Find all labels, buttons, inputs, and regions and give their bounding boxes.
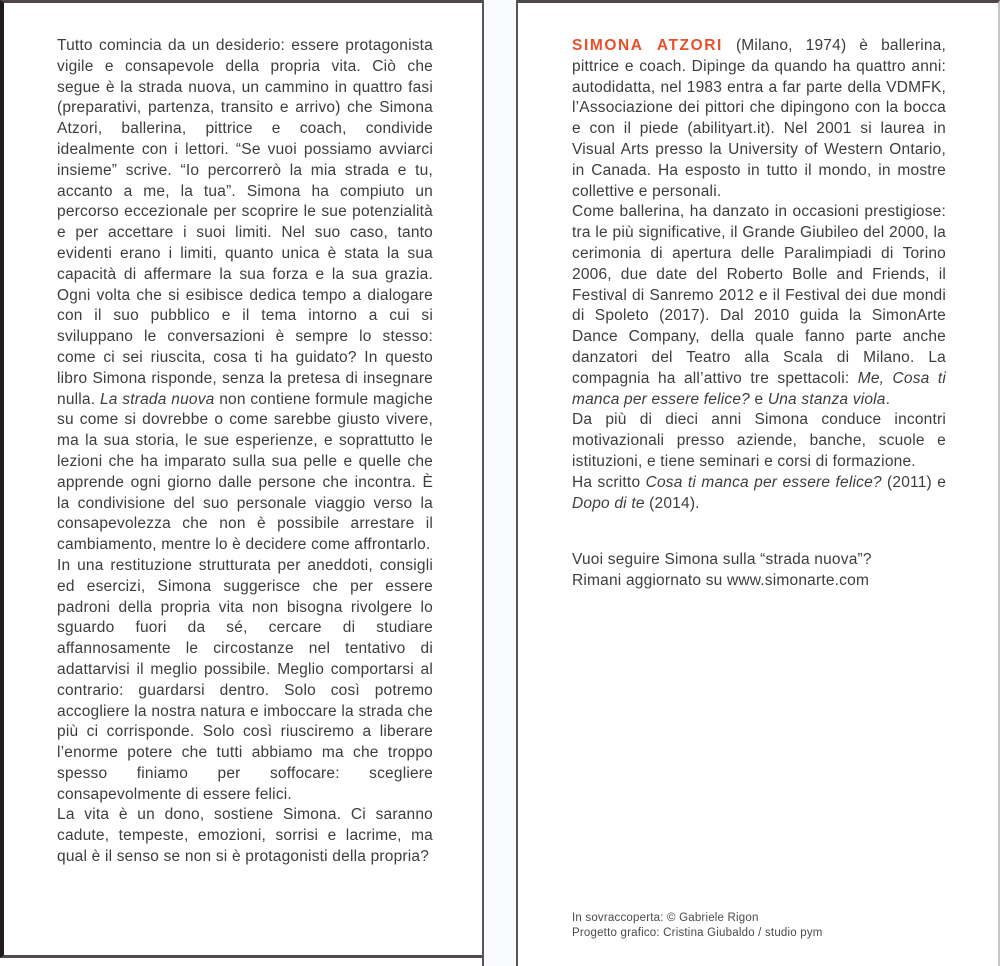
paragraph — [572, 36, 946, 202]
body-text: La vita è un dono, sostiene Simona. Ci saranno cadute, tempeste, emozioni, sorrisi e lacrime, ma qual è il senso se non si è protagonisti della propria? — [57, 806, 433, 866]
author-bio-paragraphs — [572, 36, 946, 514]
body-text: (2014). — [644, 494, 700, 512]
book-title-italic: Cosa ti manca per essere felice? — [645, 473, 882, 491]
body-text: Tutto comincia da un desiderio: essere protagonista vigile e consapevole della propria vita. Ciò che segue è la strada nuova, un cammino in quattro fasi (preparativi, partenza, transito e arrivo) che Simona Atzori, ballerina, pittrice e coach, condivide idealmente con i lettori. “Se vuoi possiamo avviarci insieme” scrive. “Io percorrerò la mia strada e tu, accanto a me, la tua”. Simona ha compiuto un percorso eccezionale per scoprire le sue potenzialità e per accettare i suoi limiti. Nel suo caso, tanto evidenti erano i limiti, quanto unica è stata la sua capacità di affermare la sua forza e la sua grazia. Ogni volta che si esibisce dedica tempo a dialogare con il suo pubblico e il tema intorno a cui si sviluppano le conversazioni è sempre lo stesso: come ci sei riuscita, cosa ti ha guidato? In questo libro Simona risponde, senza la pretesa di insegnare nulla. — [57, 37, 433, 408]
body-text: . — [885, 390, 891, 408]
body-text: Come ballerina, ha danzato in occasioni prestigiose: tra le più significative, il Grande Giubileo del 2000, la cerimonia di apertura delle Paralimpiadi di Torino 2006, due date del Roberto Bolle and Friends, il Festival di Sanremo 2012 e il Festival dei due mondi di Spoleto (2017). Dal 2010 guida la SimonArte Dance Company, della quale fanno parte anche danzatori del Teatro alla Scala di Milano. La compagnia ha all’attivo tre spettacoli: — [572, 203, 946, 387]
colophon — [572, 911, 823, 941]
left-flap-page — [0, 0, 482, 958]
body-text: e — [749, 390, 768, 408]
book-title-italic: Dopo di te — [572, 494, 645, 512]
follow-cta — [572, 550, 946, 592]
body-text: Da più di dieci anni Simona conduce incontri motivazionali presso aziende, banche, scuole e istituzioni, e tiene seminari e corsi di formazione. — [572, 411, 946, 470]
colophon-design-credit: Progetto grafico: Cristina Giubaldo / studio pym — [572, 927, 823, 939]
body-text: (Milano, 1974) è ballerina, pittrice e coach. Dipinge da quando ha quattro anni: autodidatta, nel 1983 entra a far parte della VDMFK, l’Associazione dei pittori che dipingono con la bocca e con il piede (abilityart.it). Nel 2001 si laurea in Visual Arts presso la University of Western Ontario, in Canada. Ha esposto in tutto il mondo, in mostre collettive e personali. — [572, 37, 946, 200]
follow-cta-line2: Rimani aggiornato su www.simonarte.com — [572, 572, 870, 590]
body-text: (2011) e — [881, 473, 947, 491]
paragraph — [572, 473, 946, 515]
paragraph — [57, 36, 433, 556]
book-title-italic: Una stanza viola — [767, 390, 886, 408]
right-flap-page — [518, 0, 1000, 966]
colophon-cover-credit: In sovraccoperta: © Gabriele Rigon — [572, 912, 759, 924]
left-flap-text — [57, 36, 433, 868]
body-text: Ha scritto — [572, 473, 646, 491]
author-bio-block — [572, 36, 946, 592]
paragraph — [572, 202, 946, 410]
book-title-italic: Me, Cosa ti manca per essere felice? — [572, 369, 946, 408]
paragraph — [57, 556, 433, 806]
body-text: In una restituzione strutturata per aneddoti, consigli ed esercizi, Simona suggerisce che per essere padroni della propria vita non bisogna rivolgere lo sguardo fuori da sé, cercare di studiare affannosamente le circostanze nel tentativo di adattarvisi il meglio possibile. Meglio comportarsi al contrario: guardarsi dentro. Solo così potremo accogliere la nostra natura e imboccare la strada che più ci corrisponde. Solo così riusciremo a liberare l’enorme potere che tutti abbiamo ma che troppo spesso finiamo per soffocare: scegliere consapevolmente di essere felici. — [57, 556, 433, 803]
follow-cta-line1: Vuoi seguire Simona sulla “strada nuova”? — [572, 551, 872, 569]
body-text: non contiene formule magiche su come si dovrebbe o come sarebbe giusto vivere, ma la sua storia, le sue esperienze, e soprattutto le lezioni che ha imparato sulla sua pelle e quelle che apprende ogni giorno dalle persone che incontra. È la condivisione del suo personale viaggio verso la consapevolezza che non è possibile arrestare il cambiamento, mentre lo è decidere come affrontarlo. — [57, 390, 434, 554]
author-name-highlight: SIMONA ATZORI — [572, 37, 723, 54]
paragraph — [57, 805, 433, 867]
book-title-italic: La strada nuova — [99, 390, 215, 408]
spine-gutter — [482, 0, 518, 966]
paragraph — [572, 410, 946, 472]
